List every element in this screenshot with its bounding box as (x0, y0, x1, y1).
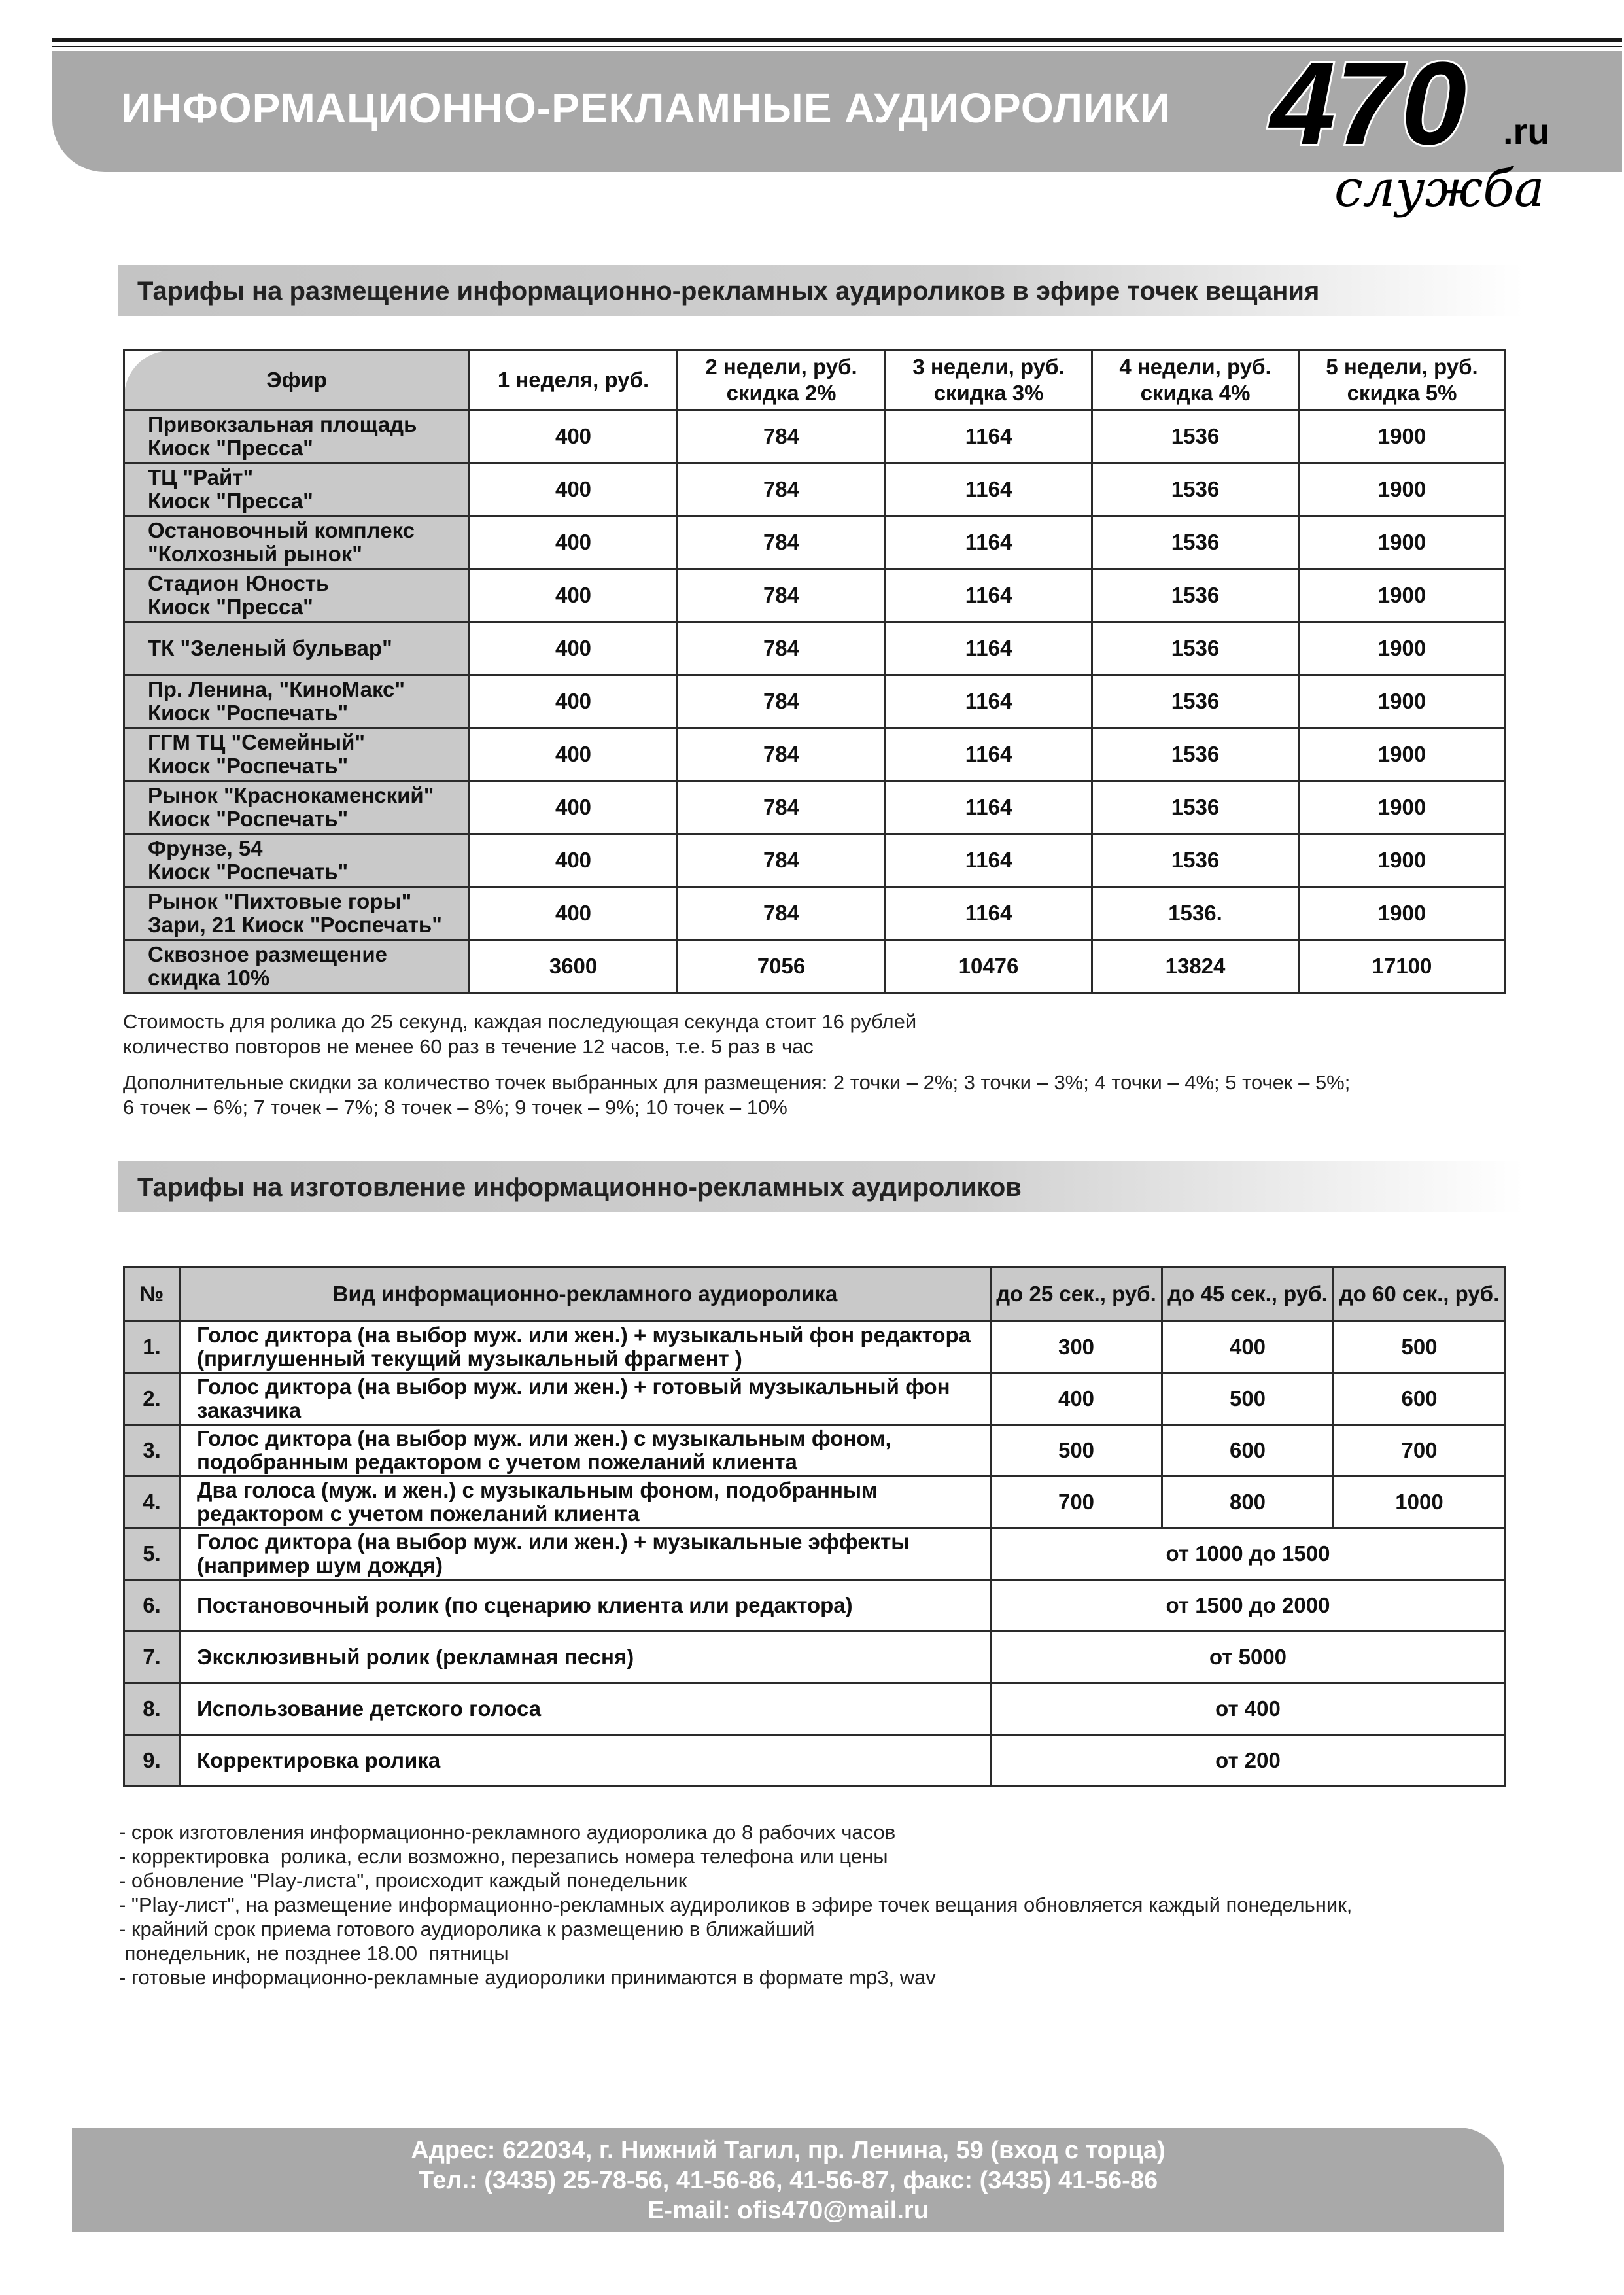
discount-note-line: Дополнительные скидки за количество точек выбранных для размещения: 2 точки – 2%; 3 точки – 3%; 4 точки – 4%; 5 точек – 5%; (123, 1071, 1351, 1094)
duration-note-line: Стоимость для ролика до 25 секунд, каждая последующая секунда стоит 16 рублей (123, 1010, 917, 1033)
table-header-row (124, 1267, 1506, 1322)
top-rule-thick (52, 38, 1622, 42)
price-week-1: 400 (470, 728, 678, 781)
price-week-2: 784 (678, 622, 886, 675)
price-week-3: 1164 (886, 834, 1092, 887)
price-60sec: 600 (1334, 1373, 1506, 1425)
broadcast-point-line2: Зари, 21 Киоск "Роспечать" (148, 913, 442, 937)
logo-number: 470 (1270, 52, 1467, 169)
price-week-2: 784 (678, 834, 886, 887)
note-line: понедельник, не позднее 18.00 пятницы (119, 1942, 509, 1965)
price-25sec: 400 (991, 1373, 1162, 1425)
audio-type (180, 1580, 991, 1632)
table-row (124, 463, 1506, 516)
col-header-week1 (470, 351, 678, 410)
price-60sec: 1000 (1334, 1477, 1506, 1528)
price-week-4: 1536 (1092, 781, 1299, 834)
price-week-2: 7056 (678, 940, 886, 993)
broadcast-point-line1: Фрунзе, 54 (148, 836, 263, 860)
table-row (124, 622, 1506, 675)
audio-type (180, 1528, 991, 1580)
broadcast-point-line2: "Колхозный рынок" (148, 542, 362, 566)
table-row (124, 1528, 1506, 1580)
col-header-number: № (124, 1267, 180, 1322)
price-week-3: 1164 (886, 675, 1092, 728)
logo-suffix: .ru (1503, 111, 1550, 152)
audio-type-line1: Голос диктора (на выбор муж. или жен.) + музыкальный фон редактора (197, 1323, 971, 1347)
audio-type-line2: (приглушенный текущий музыкальный фрагмент ) (197, 1346, 742, 1371)
table-row (124, 1683, 1506, 1735)
section-bar-production (118, 1161, 1524, 1212)
table-row (124, 887, 1506, 940)
price-week-5: 1900 (1299, 516, 1506, 569)
col-header-air (124, 351, 470, 410)
discount-note-line: 6 точек – 6%; 7 точек – 7%; 8 точек – 8%; 9 точек – 9%; 10 точек – 10% (123, 1096, 787, 1119)
table-row (124, 781, 1506, 834)
broadcast-point-line1: Остановочный комплекс (148, 518, 415, 542)
row-number: 6. (124, 1580, 180, 1632)
table-row (124, 569, 1506, 622)
section-title-production: Тарифы на изготовление информационно-рекламных аудироликов (137, 1173, 1022, 1202)
table-row (124, 834, 1506, 887)
price-week-2: 784 (678, 569, 886, 622)
price-week-3: 1164 (886, 410, 1092, 463)
audio-type (180, 1683, 991, 1735)
page-title: ИНФОРМАЦИОННО-РЕКЛАМНЫЕ АУДИОРОЛИКИ (121, 84, 1171, 131)
price-week-4: 1536 (1092, 728, 1299, 781)
logo-tagline: служба (1334, 160, 1545, 219)
broadcast-point (124, 781, 470, 834)
broadcast-point-line1: Привокзальная площадь (148, 412, 417, 436)
price-week-5: 1900 (1299, 728, 1506, 781)
logo-470 (1262, 52, 1570, 249)
broadcast-point-line2: скидка 10% (148, 966, 270, 990)
col-header-discount: скидка 4% (1140, 381, 1251, 405)
col-header-text: Эфир (266, 368, 327, 392)
broadcast-point (124, 834, 470, 887)
broadcast-point (124, 622, 470, 675)
placement-table-body (124, 410, 1506, 993)
broadcast-point-line2: Киоск "Роспечать" (148, 701, 349, 725)
row-number: 5. (124, 1528, 180, 1580)
price-week-1: 400 (470, 781, 678, 834)
broadcast-point-line1: Сквозное размещение (148, 942, 387, 966)
audio-type-line1: Постановочный ролик (по сценарию клиента или редактора) (197, 1593, 853, 1617)
price-week-5: 1900 (1299, 410, 1506, 463)
footer-email: E-mail: ofis470@mail.ru (648, 2197, 929, 2224)
table-row (124, 1632, 1506, 1683)
price-week-1: 400 (470, 410, 678, 463)
audio-type (180, 1373, 991, 1425)
col-header-45sec: до 45 сек., руб. (1162, 1267, 1334, 1322)
broadcast-point-line2: Киоск "Роспечать" (148, 860, 349, 884)
broadcast-point (124, 887, 470, 940)
broadcast-point-line1: Рынок "Краснокаменский" (148, 783, 434, 807)
price-week-2: 784 (678, 410, 886, 463)
footer-address: Адрес: 622034, г. Нижний Тагил, пр. Ленина, 59 (вход с торца) (411, 2137, 1166, 2164)
audio-type-line1: Корректировка ролика (197, 1748, 441, 1772)
col-header-text: 1 неделя, руб. (497, 368, 649, 392)
price-week-4: 1536 (1092, 622, 1299, 675)
note-line: - корректировка ролика, если возможно, перезапись номера телефона или цены (119, 1845, 888, 1868)
price-45sec: 800 (1162, 1477, 1334, 1528)
broadcast-point (124, 463, 470, 516)
audio-type-line2: редактором с учетом пожеланий клиента (197, 1501, 640, 1526)
note-line: - срок изготовления информационно-рекламного аудиоролика до 8 рабочих часов (119, 1821, 896, 1844)
audio-type-line1: Голос диктора (на выбор муж. или жен.) с музыкальным фоном, (197, 1426, 891, 1450)
table-row (124, 728, 1506, 781)
broadcast-point (124, 940, 470, 993)
row-number: 4. (124, 1477, 180, 1528)
broadcast-point-line1: Рынок "Пихтовые горы" (148, 889, 412, 913)
table-row (124, 1425, 1506, 1477)
broadcast-point-line2: Киоск "Роспечать" (148, 807, 349, 831)
row-number: 2. (124, 1373, 180, 1425)
row-number: 9. (124, 1735, 180, 1787)
production-notes (119, 1820, 1352, 1989)
audio-type-line1: Два голоса (муж. и жен.) с музыкальным фоном, подобранным (197, 1478, 878, 1502)
price-week-4: 1536. (1092, 887, 1299, 940)
price-week-2: 784 (678, 887, 886, 940)
col-header-type: Вид информационно-рекламного аудиоролика (180, 1267, 991, 1322)
price-week-5: 1900 (1299, 463, 1506, 516)
price-week-4: 1536 (1092, 516, 1299, 569)
price-week-4: 1536 (1092, 410, 1299, 463)
price-25sec: 700 (991, 1477, 1162, 1528)
table-header-row (124, 351, 1506, 410)
col-header-text: 2 недели, руб. (705, 355, 857, 379)
price-week-5: 1900 (1299, 834, 1506, 887)
broadcast-point-line2: Киоск "Пресса" (148, 436, 313, 460)
price-week-5: 1900 (1299, 622, 1506, 675)
broadcast-point-line1: Стадион Юность (148, 571, 330, 595)
price-45sec: 400 (1162, 1322, 1334, 1373)
price-week-3: 1164 (886, 516, 1092, 569)
price-week-3: 1164 (886, 887, 1092, 940)
price-week-1: 400 (470, 463, 678, 516)
top-rule-thin (52, 46, 1622, 47)
col-header-discount: скидка 5% (1347, 381, 1457, 405)
table-row (124, 1477, 1506, 1528)
price-week-3: 1164 (886, 622, 1092, 675)
price-week-3: 1164 (886, 463, 1092, 516)
price-week-4: 13824 (1092, 940, 1299, 993)
price-week-1: 400 (470, 675, 678, 728)
broadcast-point-line1: ТЦ "Райт" (148, 465, 254, 489)
price-week-2: 784 (678, 781, 886, 834)
table-row (124, 1580, 1506, 1632)
row-number: 1. (124, 1322, 180, 1373)
price-25sec: 500 (991, 1425, 1162, 1477)
table-row (124, 1373, 1506, 1425)
price-60sec: 500 (1334, 1322, 1506, 1373)
price-week-1: 3600 (470, 940, 678, 993)
row-number: 8. (124, 1683, 180, 1735)
audio-type (180, 1477, 991, 1528)
broadcast-point (124, 410, 470, 463)
col-header-week5 (1299, 351, 1506, 410)
table-row (124, 516, 1506, 569)
price-week-1: 400 (470, 834, 678, 887)
price-week-2: 784 (678, 675, 886, 728)
footer-contacts (72, 2128, 1504, 2232)
duration-note (123, 1009, 916, 1059)
row-number: 3. (124, 1425, 180, 1477)
note-line: - крайний срок приема готового аудиоролика к размещению в ближайший (119, 1918, 815, 1940)
broadcast-point-line2: Киоск "Роспечать" (148, 754, 349, 778)
discount-note (123, 1070, 1350, 1120)
section-bar-placement (118, 265, 1524, 316)
placement-tariffs-table (123, 349, 1506, 994)
audio-type (180, 1735, 991, 1787)
row-number: 7. (124, 1632, 180, 1683)
price-week-5: 1900 (1299, 675, 1506, 728)
price-week-1: 400 (470, 569, 678, 622)
price-week-4: 1536 (1092, 675, 1299, 728)
price-week-5: 1900 (1299, 781, 1506, 834)
audio-type (180, 1632, 991, 1683)
note-line: - "Play-лист", на размещение информационно-рекламных аудироликов в эфире точек вещания обновляется каждый понедельник, (119, 1893, 1353, 1916)
audio-type (180, 1322, 991, 1373)
col-header-week4 (1092, 351, 1299, 410)
broadcast-point-line1: ГГМ ТЦ "Семейный" (148, 730, 365, 754)
broadcast-point (124, 728, 470, 781)
price-week-4: 1536 (1092, 569, 1299, 622)
broadcast-point (124, 516, 470, 569)
production-tariffs-table (123, 1266, 1506, 1787)
price-range: от 200 (991, 1735, 1506, 1787)
price-range: от 5000 (991, 1632, 1506, 1683)
table-row (124, 410, 1506, 463)
price-week-4: 1536 (1092, 834, 1299, 887)
note-line: - обновление "Play-листа", происходит каждый понедельник (119, 1869, 687, 1892)
audio-type-line2: подобранным редактором с учетом пожеланий клиента (197, 1450, 797, 1474)
note-line: - готовые информационно-рекламные аудиоролики принимаются в формате mp3, wav (119, 1966, 936, 1989)
price-week-2: 784 (678, 463, 886, 516)
price-week-4: 1536 (1092, 463, 1299, 516)
col-header-discount: скидка 2% (726, 381, 837, 405)
audio-type (180, 1425, 991, 1477)
broadcast-point-line2: Киоск "Пресса" (148, 489, 313, 513)
broadcast-point (124, 675, 470, 728)
price-range: от 400 (991, 1683, 1506, 1735)
price-week-1: 400 (470, 622, 678, 675)
broadcast-point-line2: Киоск "Пресса" (148, 595, 313, 619)
col-header-discount: скидка 3% (933, 381, 1044, 405)
price-week-5: 17100 (1299, 940, 1506, 993)
price-45sec: 600 (1162, 1425, 1334, 1477)
production-table-body (124, 1322, 1506, 1787)
price-week-2: 784 (678, 728, 886, 781)
repeat-note-line: количество повторов не менее 60 раз в течение 12 часов, т.е. 5 раз в час (123, 1035, 814, 1058)
price-week-3: 1164 (886, 781, 1092, 834)
col-header-text: 4 недели, руб. (1119, 355, 1271, 379)
price-week-1: 400 (470, 516, 678, 569)
audio-type-line1: Голос диктора (на выбор муж. или жен.) + готовый музыкальный фон (197, 1375, 950, 1399)
col-header-week3 (886, 351, 1092, 410)
audio-type-line2: (например шум дождя) (197, 1553, 443, 1577)
broadcast-point-line1: Пр. Ленина, "КиноМакс" (148, 677, 406, 701)
price-week-5: 1900 (1299, 887, 1506, 940)
col-header-60sec: до 60 сек., руб. (1334, 1267, 1506, 1322)
audio-type-line1: Эксклюзивный ролик (рекламная песня) (197, 1645, 634, 1669)
price-week-3: 1164 (886, 569, 1092, 622)
col-header-25sec: до 25 сек., руб. (991, 1267, 1162, 1322)
price-range: от 1000 до 1500 (991, 1528, 1506, 1580)
price-25sec: 300 (991, 1322, 1162, 1373)
table-row (124, 1322, 1506, 1373)
col-header-text: 5 недели, руб. (1326, 355, 1478, 379)
price-60sec: 700 (1334, 1425, 1506, 1477)
table-row (124, 1735, 1506, 1787)
table-row (124, 940, 1506, 993)
footer-phones: Тел.: (3435) 25-78-56, 41-56-86, 41-56-87, факс: (3435) 41-56-86 (418, 2167, 1158, 2194)
table-row (124, 675, 1506, 728)
price-45sec: 500 (1162, 1373, 1334, 1425)
price-week-5: 1900 (1299, 569, 1506, 622)
col-header-text: 3 недели, руб. (912, 355, 1065, 379)
audio-type-line2: заказчика (197, 1398, 302, 1422)
price-range: от 1500 до 2000 (991, 1580, 1506, 1632)
price-week-1: 400 (470, 887, 678, 940)
broadcast-point-line1: ТК "Зеленый бульвар" (148, 636, 392, 660)
audio-type-line1: Голос диктора (на выбор муж. или жен.) + музыкальные эффекты (197, 1530, 910, 1554)
audio-type-line1: Использование детского голоса (197, 1696, 542, 1721)
price-week-3: 1164 (886, 728, 1092, 781)
broadcast-point (124, 569, 470, 622)
col-header-week2 (678, 351, 886, 410)
price-week-3: 10476 (886, 940, 1092, 993)
section-title-placement: Тарифы на размещение информационно-рекламных аудироликов в эфире точек вещания (137, 277, 1320, 306)
price-week-2: 784 (678, 516, 886, 569)
